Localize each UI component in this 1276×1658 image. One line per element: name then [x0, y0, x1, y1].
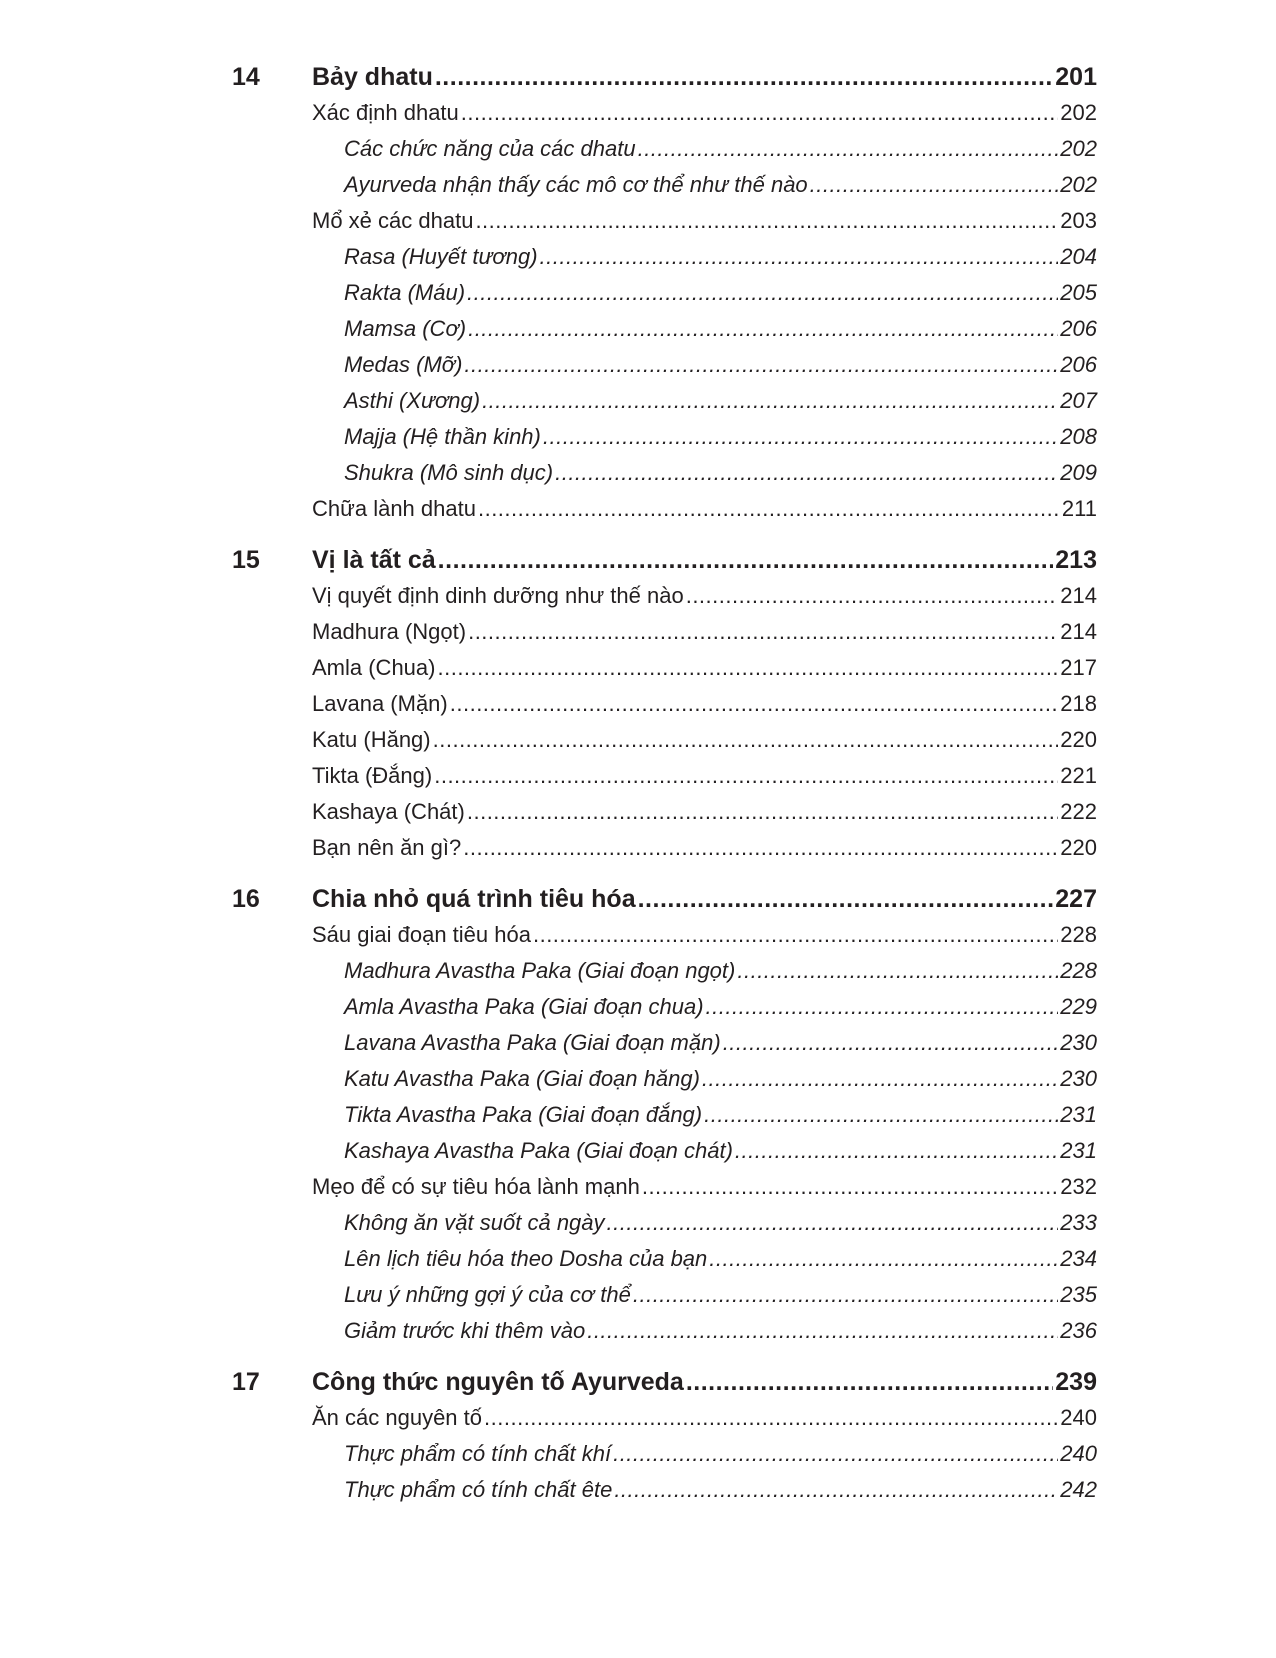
- page-number: 222: [1060, 799, 1097, 824]
- page-number: 209: [1060, 460, 1097, 485]
- toc-entry-line: [312, 686, 1097, 722]
- toc-subsection-row[interactable]: [0, 1097, 1276, 1133]
- entry-title: Mamsa (Cơ): [344, 316, 467, 341]
- dot-leader: [686, 578, 1059, 614]
- page-number: 231: [1060, 1138, 1097, 1163]
- entry-title: Lưu ý những gợi ý của cơ thể: [344, 1282, 631, 1307]
- entry-title: Bạn nên ăn gì?: [312, 835, 462, 860]
- toc-subsection-row[interactable]: [0, 239, 1276, 275]
- dot-leader: [709, 1241, 1058, 1277]
- toc-entry-line: [312, 881, 1097, 917]
- toc-chapter-row[interactable]: [0, 1364, 1276, 1400]
- entry-title: Madhura (Ngọt): [312, 619, 467, 644]
- toc-section-row[interactable]: [0, 95, 1276, 131]
- page-number: 202: [1060, 100, 1097, 125]
- page-number: 233: [1060, 1210, 1097, 1235]
- page-number: 214: [1060, 583, 1097, 608]
- page-number: 203: [1060, 208, 1097, 233]
- page-number: 205: [1060, 280, 1097, 305]
- dot-leader: [437, 650, 1058, 686]
- dot-leader: [482, 383, 1058, 419]
- dot-leader: [642, 1169, 1058, 1205]
- entry-title: Lên lịch tiêu hóa theo Dosha của bạn: [344, 1246, 708, 1271]
- toc-subsection-row[interactable]: [0, 167, 1276, 203]
- toc-section-row[interactable]: [0, 578, 1276, 614]
- dot-leader: [543, 419, 1058, 455]
- dot-leader: [613, 1436, 1058, 1472]
- toc-entry-line: [344, 1025, 1097, 1061]
- chapter-title: Công thức nguyên tố Ayurveda: [312, 1368, 684, 1396]
- page-number: 213: [1055, 546, 1097, 574]
- entry-title: Ayurveda nhận thấy các mô cơ thể như thế nào: [344, 172, 808, 197]
- toc-entry-line: [344, 311, 1097, 347]
- chapter-number: 17: [232, 1368, 260, 1396]
- toc-subsection-row[interactable]: [0, 1313, 1276, 1349]
- entry-title: Kashaya Avastha Paka (Giai đoạn chát): [344, 1138, 733, 1163]
- entry-title: Amla Avastha Paka (Giai đoạn chua): [344, 994, 704, 1019]
- entry-title: Giảm trước khi thêm vào: [344, 1318, 586, 1343]
- entry-title: Xác định dhatu: [312, 100, 459, 125]
- dot-leader: [467, 275, 1058, 311]
- dot-leader: [735, 1133, 1058, 1169]
- dot-leader: [434, 758, 1058, 794]
- dot-leader: [438, 542, 1054, 578]
- toc-entry-line: [344, 383, 1097, 419]
- toc-chapter-row[interactable]: [0, 881, 1276, 917]
- toc-entry-line: [312, 95, 1097, 131]
- toc-chapter-row[interactable]: [0, 59, 1276, 95]
- toc-entry-line: [344, 1241, 1097, 1277]
- dot-leader: [614, 1472, 1058, 1508]
- dot-leader: [533, 917, 1058, 953]
- dot-leader: [433, 722, 1059, 758]
- dot-leader: [686, 1364, 1053, 1400]
- page-number: 228: [1060, 922, 1097, 947]
- toc-entry-line: [312, 491, 1097, 527]
- chapter-number: 14: [232, 63, 260, 91]
- entry-title: Mẹo để có sự tiêu hóa lành mạnh: [312, 1174, 640, 1199]
- toc-entry-line: [312, 1169, 1097, 1205]
- toc-entry-line: [344, 131, 1097, 167]
- toc-entry-line: [344, 1205, 1097, 1241]
- dot-leader: [468, 614, 1058, 650]
- dot-leader: [723, 1025, 1059, 1061]
- toc-section-row[interactable]: [0, 1400, 1276, 1436]
- toc-entry-line: [312, 1400, 1097, 1436]
- dot-leader: [706, 989, 1059, 1025]
- toc-entry-line: [312, 614, 1097, 650]
- toc-entry-line: [312, 203, 1097, 239]
- entry-title: Thực phẩm có tính chất ête: [344, 1477, 613, 1502]
- toc-entry-line: [344, 275, 1097, 311]
- dot-leader: [478, 491, 1060, 527]
- page-number: 236: [1060, 1318, 1097, 1343]
- toc-entry-line: [344, 1436, 1097, 1472]
- page-number: 230: [1060, 1066, 1097, 1091]
- toc-section-row[interactable]: [0, 650, 1276, 686]
- toc-entry-line: [312, 794, 1097, 830]
- entry-title: Majja (Hệ thần kinh): [344, 424, 541, 449]
- entry-title: Medas (Mỡ): [344, 352, 463, 377]
- entry-title: Madhura Avastha Paka (Giai đoạn ngọt): [344, 958, 736, 983]
- page-number: 227: [1055, 885, 1097, 913]
- dot-leader: [464, 347, 1058, 383]
- toc-entry-line: [344, 1313, 1097, 1349]
- toc-subsection-row[interactable]: [0, 383, 1276, 419]
- toc-section-row[interactable]: [0, 917, 1276, 953]
- dot-leader: [450, 686, 1059, 722]
- dot-leader: [461, 95, 1059, 131]
- entry-title: Shukra (Mô sinh dục): [344, 460, 554, 485]
- dot-leader: [704, 1097, 1058, 1133]
- page-number: 220: [1060, 727, 1097, 752]
- page-number: 231: [1060, 1102, 1097, 1127]
- page-number: 234: [1060, 1246, 1097, 1271]
- toc-section-row[interactable]: [0, 1169, 1276, 1205]
- toc-subsection-row[interactable]: [0, 1241, 1276, 1277]
- toc-subsection-row[interactable]: [0, 1436, 1276, 1472]
- entry-title: Sáu giai đoạn tiêu hóa: [312, 922, 531, 947]
- toc-entry-line: [344, 953, 1097, 989]
- page-number: 232: [1060, 1174, 1097, 1199]
- toc-section-row[interactable]: [0, 491, 1276, 527]
- page-number: 211: [1061, 496, 1097, 521]
- toc-subsection-row[interactable]: [0, 989, 1276, 1025]
- toc-entry-line: [312, 542, 1097, 578]
- toc-section-row[interactable]: [0, 686, 1276, 722]
- page-number: 242: [1060, 1477, 1097, 1502]
- toc-entry-line: [312, 650, 1097, 686]
- toc-section-row[interactable]: [0, 830, 1276, 866]
- toc-subsection-row[interactable]: [0, 1061, 1276, 1097]
- page-number: 207: [1060, 388, 1097, 413]
- toc-entry-line: [312, 830, 1097, 866]
- toc-subsection-row[interactable]: [0, 131, 1276, 167]
- chapter-title: Bảy dhatu: [312, 63, 433, 91]
- toc-entry-line: [344, 989, 1097, 1025]
- entry-title: Amla (Chua): [312, 655, 436, 680]
- toc-entry-line: [312, 722, 1097, 758]
- entry-title: Không ăn vặt suốt cả ngày: [344, 1210, 605, 1235]
- dot-leader: [475, 203, 1058, 239]
- toc-chapter-row[interactable]: [0, 542, 1276, 578]
- dot-leader: [555, 455, 1058, 491]
- toc-subsection-row[interactable]: [0, 1277, 1276, 1313]
- toc-subsection-row[interactable]: [0, 311, 1276, 347]
- page-number: 206: [1060, 316, 1097, 341]
- entry-title: Ăn các nguyên tố: [312, 1405, 483, 1430]
- dot-leader: [463, 830, 1058, 866]
- page-number: 217: [1060, 655, 1097, 680]
- page-number: 221: [1060, 763, 1097, 788]
- dot-leader: [638, 131, 1059, 167]
- page-number: 229: [1060, 994, 1097, 1019]
- entry-title: Asthi (Xương): [344, 388, 481, 413]
- toc-section-row[interactable]: [0, 794, 1276, 830]
- toc-section-row[interactable]: [0, 203, 1276, 239]
- toc-entry-line: [344, 1061, 1097, 1097]
- toc-entry-line: [312, 917, 1097, 953]
- dot-leader: [810, 167, 1059, 203]
- page-number: 239: [1055, 1368, 1097, 1396]
- dot-leader: [607, 1205, 1059, 1241]
- entry-title: Tikta Avastha Paka (Giai đoạn đắng): [344, 1102, 703, 1127]
- chapter-title: Chia nhỏ quá trình tiêu hóa: [312, 885, 636, 913]
- toc-entry-line: [344, 1133, 1097, 1169]
- page-number: 230: [1060, 1030, 1097, 1055]
- table-of-contents: [0, 59, 1276, 1508]
- toc-entry-line: [344, 419, 1097, 455]
- entry-title: Tikta (Đắng): [312, 763, 433, 788]
- entry-title: Chữa lành dhatu: [312, 496, 476, 521]
- page-number: 228: [1060, 958, 1097, 983]
- dot-leader: [468, 311, 1058, 347]
- toc-section-row[interactable]: [0, 758, 1276, 794]
- page-number: 201: [1055, 63, 1097, 91]
- dot-leader: [702, 1061, 1058, 1097]
- entry-title: Katu (Hăng): [312, 727, 431, 752]
- page-number: 202: [1060, 172, 1097, 197]
- entry-title: Rakta (Máu): [344, 280, 466, 305]
- entry-title: Vị quyết định dinh dưỡng như thế nào: [312, 583, 684, 608]
- page-number: 218: [1060, 691, 1097, 716]
- toc-entry-line: [344, 347, 1097, 383]
- page-number: 202: [1060, 136, 1097, 161]
- page-number: 220: [1060, 835, 1097, 860]
- toc-entry-line: [312, 59, 1097, 95]
- toc-entry-line: [312, 578, 1097, 614]
- page-number: 240: [1060, 1405, 1097, 1430]
- toc-subsection-row[interactable]: [0, 275, 1276, 311]
- toc-entry-line: [344, 1472, 1097, 1508]
- entry-title: Rasa (Huyết tương): [344, 244, 538, 269]
- page-number: 235: [1060, 1282, 1097, 1307]
- entry-title: Kashaya (Chát): [312, 799, 465, 824]
- toc-entry-line: [344, 1277, 1097, 1313]
- entry-title: Thực phẩm có tính chất khí: [344, 1441, 612, 1466]
- page-number: 204: [1060, 244, 1097, 269]
- page-number: 206: [1060, 352, 1097, 377]
- entry-title: Katu Avastha Paka (Giai đoạn hăng): [344, 1066, 700, 1091]
- dot-leader: [540, 239, 1059, 275]
- chapter-number: 16: [232, 885, 260, 913]
- toc-subsection-row[interactable]: [0, 953, 1276, 989]
- dot-leader: [467, 794, 1058, 830]
- dot-leader: [484, 1400, 1058, 1436]
- page-number: 208: [1060, 424, 1097, 449]
- toc-subsection-row[interactable]: [0, 1133, 1276, 1169]
- page-number: 240: [1060, 1441, 1097, 1466]
- toc-entry-line: [344, 239, 1097, 275]
- dot-leader: [587, 1313, 1058, 1349]
- chapter-title: Vị là tất cả: [312, 546, 436, 574]
- entry-title: Lavana Avastha Paka (Giai đoạn mặn): [344, 1030, 721, 1055]
- toc-entry-line: [344, 167, 1097, 203]
- toc-entry-line: [312, 1364, 1097, 1400]
- chapter-number: 15: [232, 546, 260, 574]
- toc-subsection-row[interactable]: [0, 419, 1276, 455]
- entry-title: Các chức năng của các dhatu: [344, 136, 636, 161]
- page-number: 214: [1060, 619, 1097, 644]
- dot-leader: [638, 881, 1054, 917]
- toc-subsection-row[interactable]: [0, 1472, 1276, 1508]
- toc-entry-line: [344, 455, 1097, 491]
- toc-subsection-row[interactable]: [0, 1025, 1276, 1061]
- dot-leader: [633, 1277, 1058, 1313]
- toc-subsection-row[interactable]: [0, 455, 1276, 491]
- toc-subsection-row[interactable]: [0, 1205, 1276, 1241]
- entry-title: Lavana (Mặn): [312, 691, 448, 716]
- toc-section-row[interactable]: [0, 614, 1276, 650]
- toc-section-row[interactable]: [0, 722, 1276, 758]
- dot-leader: [435, 59, 1053, 95]
- entry-title: Mổ xẻ các dhatu: [312, 208, 474, 233]
- toc-entry-line: [312, 758, 1097, 794]
- dot-leader: [737, 953, 1058, 989]
- toc-subsection-row[interactable]: [0, 347, 1276, 383]
- toc-entry-line: [344, 1097, 1097, 1133]
